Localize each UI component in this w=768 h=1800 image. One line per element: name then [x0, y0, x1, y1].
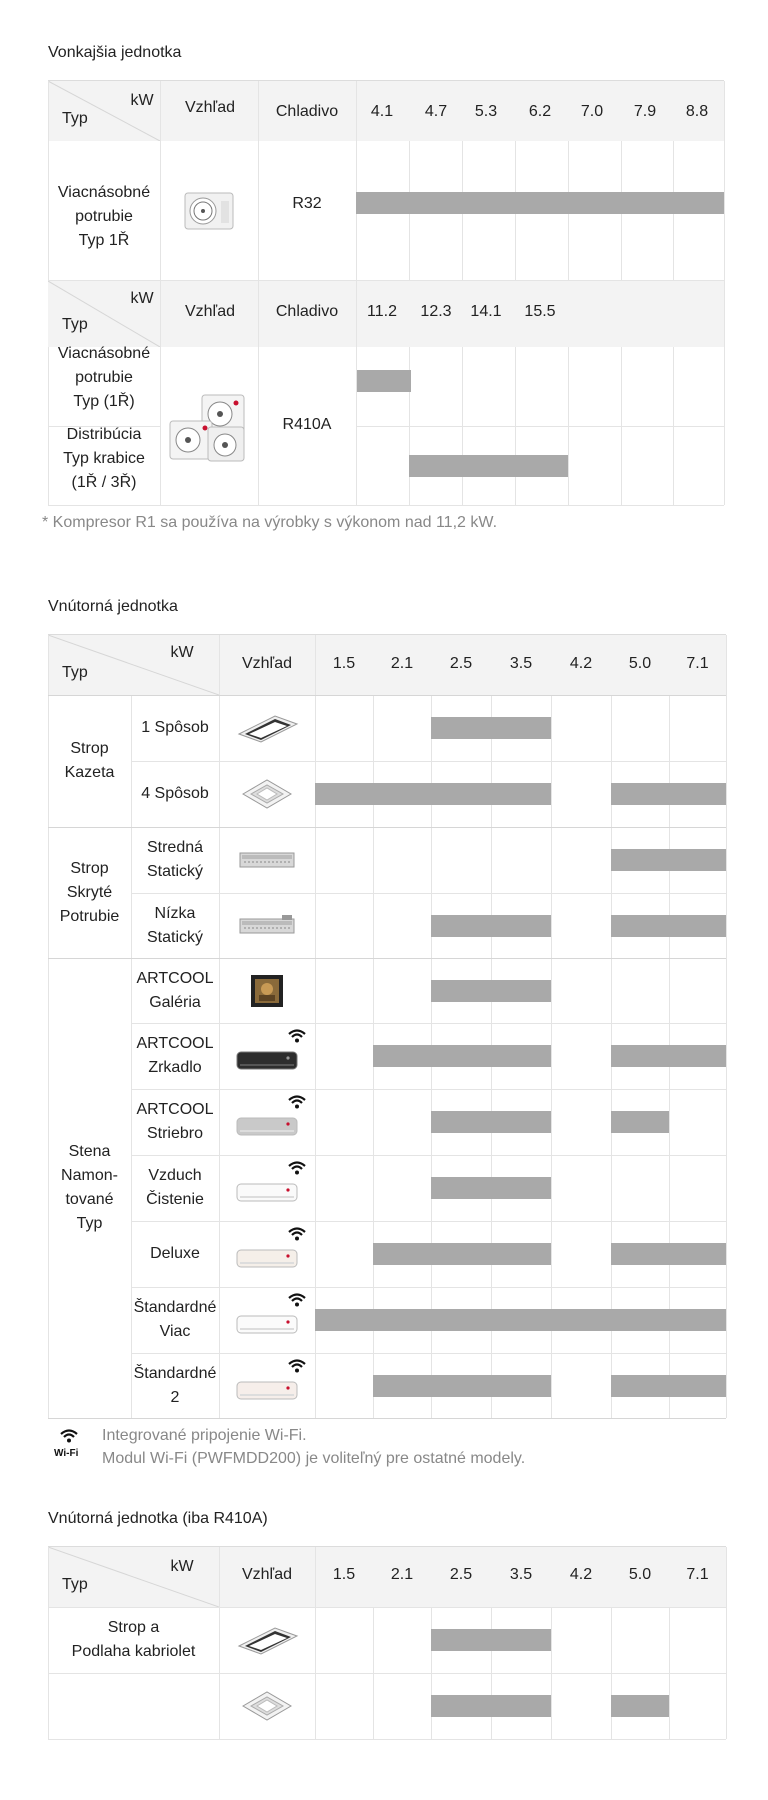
kw-label: kW — [130, 290, 154, 307]
row-type-label: Statický — [146, 928, 203, 946]
grid-line — [315, 635, 316, 1418]
col-refrigerant-header: Chladivo — [275, 303, 339, 320]
capacity-bar — [357, 370, 411, 392]
indoor-unit-duct-low-icon — [236, 911, 298, 941]
grid-line — [258, 281, 259, 505]
col-look-header: Vzhľad — [184, 99, 236, 116]
capacity-bar — [315, 783, 551, 805]
row-type-label: Stredná — [146, 839, 204, 856]
capacity-bar — [373, 1375, 551, 1397]
capacity-bar — [611, 783, 726, 805]
capacity-header: 3.5 — [509, 1566, 533, 1583]
grid-line — [48, 958, 726, 959]
capacity-bar — [611, 1695, 669, 1717]
capacity-header: 4.1 — [370, 103, 394, 120]
indoor-unit-cassette-4way-icon — [239, 776, 295, 812]
grid-line — [726, 1547, 727, 1739]
grid-line — [726, 635, 727, 1418]
wifi-icon — [288, 1161, 306, 1175]
wifi-icon — [288, 1293, 306, 1307]
row-type-label: Nízka — [154, 904, 196, 922]
capacity-bar — [611, 1243, 726, 1265]
grid-line — [131, 1023, 726, 1024]
indoor-unit-wall-silver-icon — [234, 1113, 300, 1139]
wifi-note-module: Modul Wi-Fi (PWFMDD200) je voliteľný pre ostatné modely. — [102, 1450, 526, 1467]
group-label: Kazeta — [64, 764, 115, 781]
row-type-label: Vzduch — [148, 1167, 202, 1184]
grid-line — [48, 505, 724, 506]
capacity-header: 1.5 — [332, 1566, 356, 1583]
capacity-header: 1.5 — [332, 655, 356, 672]
row-type-label: Deluxe — [150, 1245, 200, 1262]
grid-line — [724, 81, 725, 505]
grid-line — [160, 281, 161, 505]
indoor-r410a-title: Vnútorná jednotka (iba R410A) — [48, 1510, 268, 1527]
capacity-bar — [373, 1045, 551, 1067]
wifi-note-integrated: Integrované pripojenie Wi-Fi. — [102, 1427, 307, 1444]
capacity-bar — [431, 1695, 551, 1717]
row-type-label: Viacnásobné — [57, 184, 151, 201]
capacity-bar — [431, 1177, 551, 1199]
grid-line — [258, 81, 259, 280]
outdoor-unit-r32-icon — [181, 187, 237, 235]
grid-line — [48, 1673, 726, 1674]
capacity-bar — [611, 1375, 726, 1397]
capacity-header: 2.5 — [449, 1566, 473, 1583]
row-type-label: ARTCOOL — [136, 1035, 214, 1052]
grid-line — [219, 635, 220, 1418]
capacity-bar — [611, 1111, 669, 1133]
group-label: Namon- — [61, 1167, 118, 1184]
capacity-bar — [409, 455, 568, 477]
row-type-label: Galéria — [149, 993, 201, 1011]
capacity-bar — [356, 192, 724, 214]
indoor-unit-duct-mid-icon — [236, 845, 298, 875]
group-label: tované — [65, 1191, 114, 1208]
capacity-bar — [611, 849, 726, 871]
indoor-unit-wall-black-icon — [234, 1047, 300, 1073]
capacity-bar — [611, 1045, 726, 1067]
capacity-header: 3.5 — [509, 655, 533, 672]
grid-line — [48, 1607, 726, 1608]
grid-line — [131, 1353, 726, 1354]
row-type-label: Striebro — [146, 1125, 204, 1142]
row-type-label: ARTCOOL — [136, 1101, 214, 1118]
row-refrigerant: R32 — [292, 195, 322, 212]
wifi-icon — [288, 1095, 306, 1109]
row-type-label: potrubie — [75, 369, 133, 386]
row-type-label: 4 Spôsob — [141, 785, 209, 802]
row-type-label: Čistenie — [146, 1191, 204, 1208]
row-type-label: Typ krabice — [63, 450, 145, 467]
row-type-label: Štandardné — [133, 1364, 217, 1382]
group-label: Strop — [70, 740, 109, 757]
grid-line — [131, 1155, 726, 1156]
group-label: Skryté — [66, 883, 113, 901]
group-label: Typ — [76, 1215, 103, 1232]
wifi-legend-icon — [60, 1429, 78, 1443]
capacity-header: 4.7 — [424, 103, 448, 120]
grid-line — [131, 1221, 726, 1222]
kw-label: kW — [130, 92, 154, 109]
grid-line — [131, 893, 726, 894]
indoor-title: Vnútorná jednotka — [48, 598, 178, 615]
capacity-bar — [431, 915, 551, 937]
row-type-label: ARTCOOL — [136, 969, 214, 987]
capacity-header: 15.5 — [524, 303, 556, 320]
kw-label: kW — [170, 644, 194, 661]
capacity-header: 5.3 — [474, 103, 498, 120]
capacity-header: 7.1 — [686, 655, 709, 672]
capacity-bar — [431, 1111, 551, 1133]
col-look-header: Vzhľad — [241, 1566, 293, 1583]
row-type-label: Typ (1Ř) — [73, 393, 135, 410]
grid-line — [315, 1547, 316, 1739]
col-look-header: Vzhľad — [184, 303, 236, 320]
capacity-header: 7.0 — [580, 103, 604, 120]
row-type-label: potrubie — [75, 208, 133, 225]
group-label: Strop — [70, 859, 109, 877]
capacity-header: 7.9 — [633, 103, 657, 120]
wifi-icon — [288, 1227, 306, 1241]
row-type-label: Statický — [146, 863, 203, 880]
grid-line — [131, 1287, 726, 1288]
wifi-icon — [288, 1359, 306, 1373]
typ-label: Typ — [62, 316, 88, 333]
col-refrigerant-header: Chladivo — [275, 103, 339, 120]
indoor-unit-wall-white-2-icon — [234, 1311, 300, 1337]
capacity-header: 4.2 — [569, 655, 593, 672]
capacity-header: 2.5 — [449, 655, 473, 672]
capacity-bar — [431, 1629, 551, 1651]
row-type-label: 1 Spôsob — [141, 719, 209, 736]
capacity-header: 11.2 — [367, 303, 397, 320]
capacity-header: 7.1 — [686, 1566, 709, 1583]
capacity-header: 8.8 — [685, 103, 709, 120]
group-label: Potrubie — [59, 907, 120, 925]
grid-line — [48, 827, 726, 828]
grid-line — [48, 1418, 726, 1419]
grid-line — [356, 81, 357, 280]
indoor-r410a-unit-cassette-4way-icon — [239, 1688, 295, 1724]
row-type-label: Distribúcia — [66, 426, 142, 443]
wifi-badge-label: Wi-Fi — [54, 1448, 79, 1459]
indoor-unit-wall-white-icon — [234, 1179, 300, 1205]
row-type-label: Typ 1Ř — [78, 232, 130, 249]
indoor-r410a-unit-cassette-1way-icon — [235, 1622, 299, 1658]
typ-label: Typ — [62, 664, 88, 681]
col-look-header: Vzhľad — [241, 655, 293, 672]
row-type-label: Podlaha kabriolet — [71, 1643, 196, 1660]
grid-line — [48, 695, 726, 696]
outdoor-unit-r410a-icon — [168, 393, 248, 463]
capacity-header: 14.1 — [470, 303, 502, 320]
grid-line — [160, 81, 161, 280]
row-type-label: Viac — [159, 1323, 191, 1340]
outdoor-title: Vonkajšia jednotka — [48, 44, 182, 61]
outdoor-footnote: * Kompresor R1 sa používa na výrobky s výkonom nad 11,2 kW. — [42, 514, 498, 531]
indoor-unit-artcool-gallery-icon — [249, 973, 285, 1009]
capacity-bar — [431, 980, 551, 1002]
row-type-label: 2 — [170, 1388, 180, 1406]
capacity-header: 2.1 — [390, 655, 414, 672]
indoor-unit-wall-cream-icon — [234, 1245, 300, 1271]
typ-label: Typ — [62, 1576, 88, 1593]
wifi-icon — [288, 1029, 306, 1043]
row-type-label: (1Ř / 3Ř) — [71, 474, 137, 491]
grid-line — [48, 1739, 726, 1740]
grid-line — [219, 1547, 220, 1739]
capacity-bar — [373, 1243, 551, 1265]
group-label: Stena — [68, 1143, 111, 1160]
capacity-bar — [611, 915, 726, 937]
typ-label: Typ — [62, 110, 88, 127]
indoor-unit-cassette-1way-icon — [235, 710, 299, 746]
row-type-label: Zrkadlo — [148, 1059, 202, 1076]
capacity-header: 4.2 — [569, 1566, 593, 1583]
row-type-label: Štandardné — [133, 1299, 217, 1316]
capacity-header: 12.3 — [420, 303, 452, 320]
grid-line — [356, 281, 357, 505]
capacity-header: 2.1 — [390, 1566, 414, 1583]
grid-line — [131, 761, 726, 762]
capacity-bar — [431, 717, 551, 739]
capacity-header: 5.0 — [628, 655, 652, 672]
row-refrigerant: R410A — [282, 416, 332, 433]
grid-line — [131, 1089, 726, 1090]
capacity-header: 5.0 — [628, 1566, 652, 1583]
capacity-header: 6.2 — [528, 103, 552, 120]
indoor-unit-wall-cream-2-icon — [234, 1377, 300, 1403]
grid-line — [356, 426, 724, 427]
row-type-label: Viacnásobné — [57, 345, 151, 362]
kw-label: kW — [170, 1558, 194, 1575]
row-type-label: Strop a — [107, 1619, 160, 1636]
capacity-bar — [315, 1309, 726, 1331]
